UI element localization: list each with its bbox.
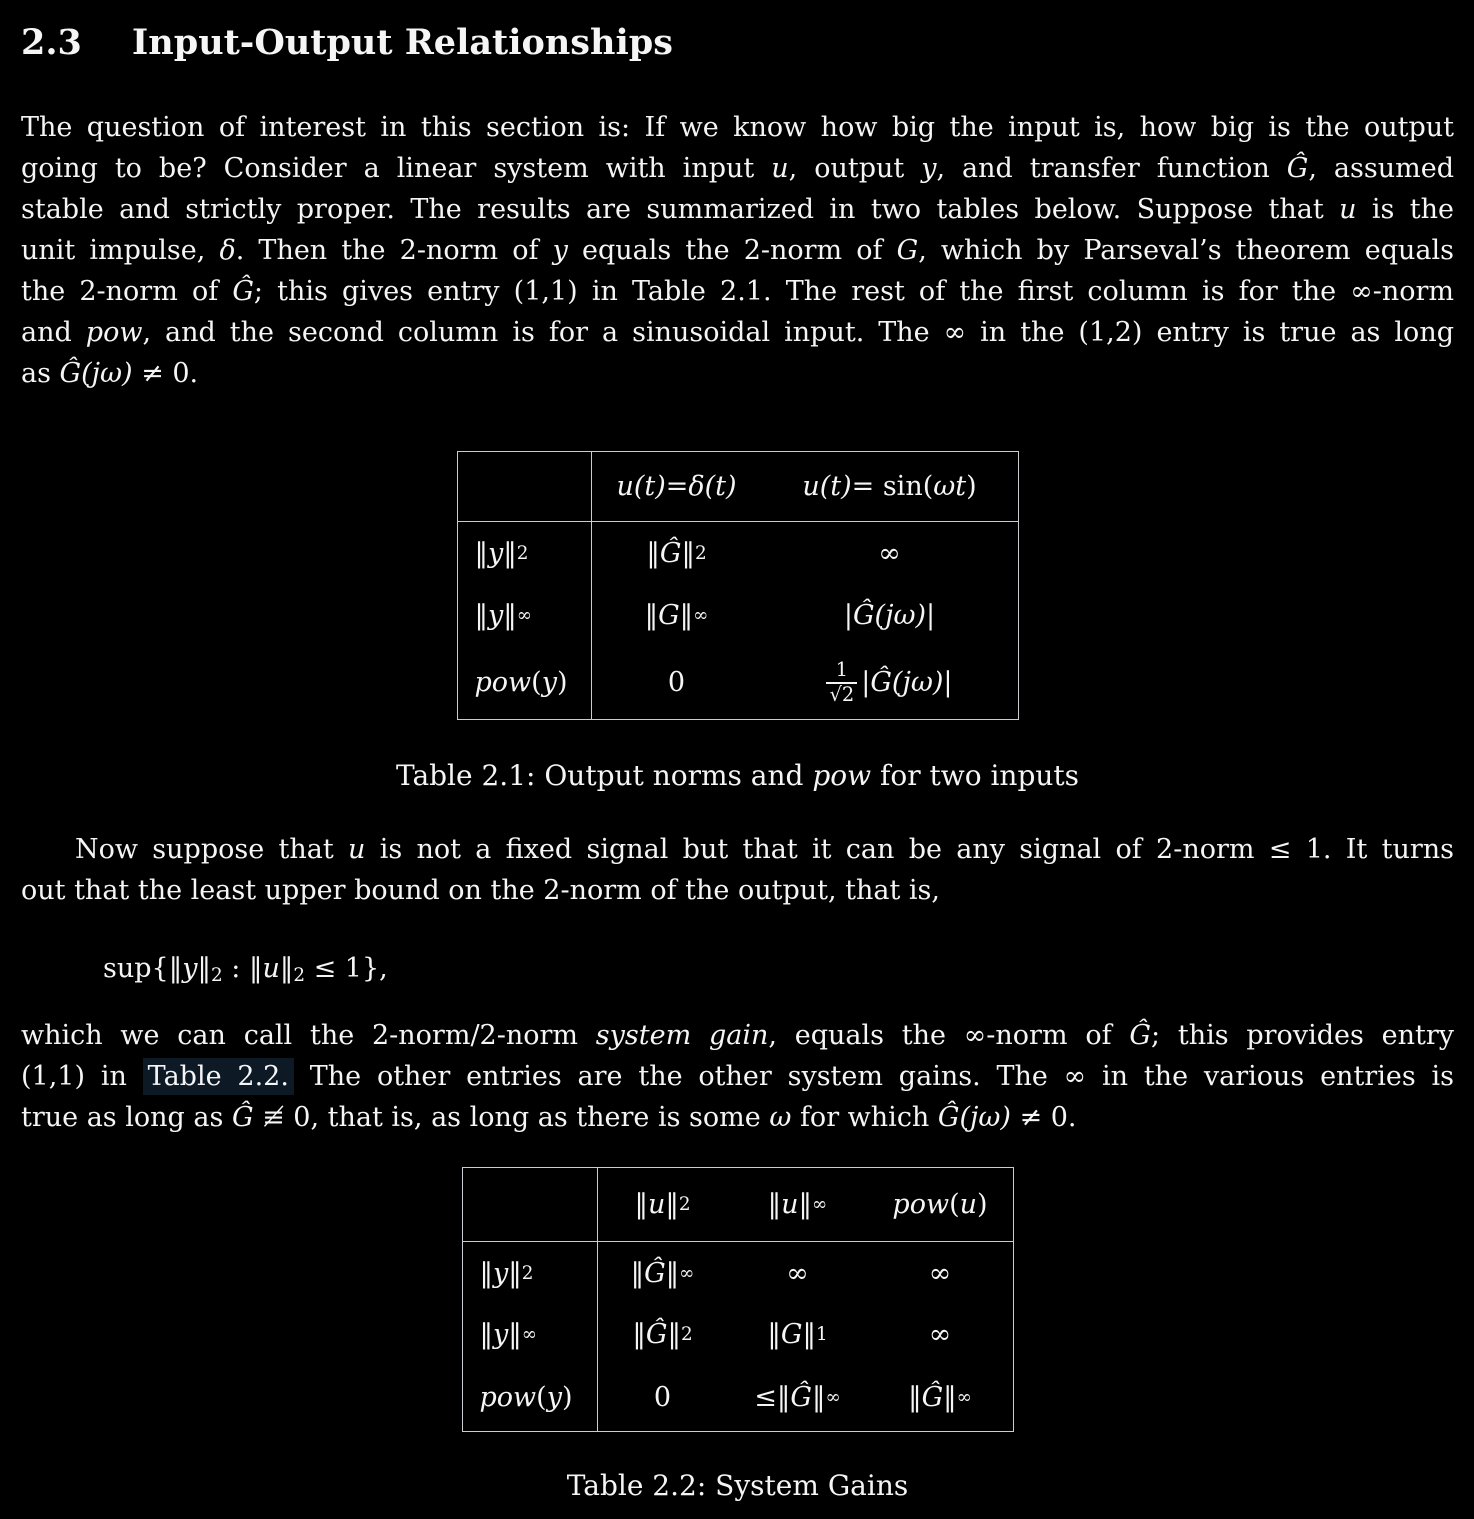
text-segment: The other entries are the other system gains. The ∞ in the various entries is	[293, 1061, 1454, 1092]
table-2-1-caption	[21, 755, 1454, 796]
text-segment: . Then the 2-norm of	[235, 235, 553, 266]
text-segment: ‖	[479, 1318, 493, 1350]
table-2-1-col-header	[592, 452, 762, 522]
text-segment: Ĝ	[790, 1382, 812, 1413]
text-segment: ‖	[776, 1382, 791, 1413]
text-segment: ∞	[521, 1323, 538, 1345]
text-segment: going to be? Consider a linear system with input	[21, 153, 772, 184]
text-segment: = sin(	[851, 471, 934, 502]
text-segment: y	[488, 599, 504, 631]
table-2-2-cell	[598, 1242, 728, 1304]
table-2-2-cell	[728, 1242, 868, 1304]
text-segment: u	[1339, 194, 1357, 225]
table-2-1-corner-cell	[458, 452, 592, 522]
text-segment: Ĝ(jω)	[870, 667, 944, 698]
text-segment: ; this provides entry	[1150, 1020, 1454, 1051]
table-2-1-cell	[592, 522, 762, 584]
text-segment: 0	[653, 1382, 672, 1413]
text-segment: |	[843, 599, 853, 631]
text-segment: The question of interest in this section is: If we know how big the input is, how big is the output	[21, 112, 1454, 143]
text-segment: pow	[892, 1189, 950, 1220]
table-2-2-crossref-link[interactable]: Table 2.2.	[143, 1058, 294, 1095]
text-segment: u(t)	[616, 471, 666, 502]
paragraph-line	[21, 271, 1454, 312]
text-segment: Ĝ	[645, 1318, 668, 1350]
text-segment: ‖	[168, 953, 183, 984]
text-segment: Ĝ(jω)	[852, 599, 927, 631]
text-segment: ‖	[767, 1318, 781, 1350]
text-segment: ∞	[693, 604, 709, 626]
text-segment: ‖	[665, 1189, 679, 1220]
text-segment: the 2-norm of	[21, 276, 233, 307]
text-segment: G	[658, 599, 680, 631]
text-segment: u	[262, 953, 280, 984]
text-segment: y	[493, 1257, 509, 1289]
text-segment: y	[488, 537, 504, 569]
text-segment: (	[949, 1189, 960, 1220]
text-segment: y	[921, 153, 937, 184]
text-segment: ∞	[516, 604, 533, 626]
text-segment: Ĝ	[659, 537, 682, 569]
text-segment: u	[647, 1189, 666, 1220]
text-segment: ‖	[644, 599, 659, 631]
text-segment: y	[493, 1318, 509, 1350]
text-segment: 2	[521, 1262, 534, 1284]
text-segment: y	[552, 235, 568, 266]
text-segment: δ	[219, 235, 236, 266]
paragraph-3	[21, 1015, 1454, 1138]
text-segment: Ĝ	[232, 276, 254, 307]
text-segment: |	[861, 667, 871, 698]
text-segment: ‖	[279, 953, 294, 984]
text-segment: for which	[791, 1102, 938, 1133]
text-segment: u	[781, 1189, 799, 1220]
text-segment: ‖	[508, 1257, 522, 1289]
text-segment: ≠ 0.	[1010, 1102, 1077, 1133]
text-segment: Table 2.2: System Gains	[566, 1469, 909, 1502]
table-2-2-cell	[728, 1304, 868, 1364]
text-segment: y	[182, 953, 198, 984]
text-segment: ‖	[479, 1257, 493, 1289]
text-segment: ‖	[681, 537, 695, 569]
table-2-2-cell	[868, 1364, 1013, 1431]
text-segment: ≢ 0, that is, as long as there is some	[253, 1102, 770, 1133]
text-segment: ‖	[798, 1189, 813, 1220]
text-segment: ∞	[928, 1318, 952, 1350]
text-segment: ≤ 1},	[305, 953, 388, 984]
text-segment: Ĝ(jω)	[59, 358, 133, 389]
table-2-2	[462, 1167, 1014, 1432]
text-segment: =	[665, 471, 689, 502]
text-segment: u(t)	[802, 471, 852, 502]
text-segment: for two inputs	[871, 759, 1080, 792]
text-segment: ‖	[908, 1382, 922, 1413]
text-segment: y	[546, 1382, 562, 1413]
text-segment: u	[348, 834, 366, 865]
text-segment: Ĝ	[1286, 153, 1309, 184]
text-segment: , which by Parseval’s theorem equals	[918, 235, 1454, 266]
text-segment: Ĝ(jω)	[937, 1102, 1011, 1133]
text-segment: is not a fixed signal but that it can be any signal of 2-norm ≤ 1. It turns	[365, 834, 1454, 865]
paragraph-line	[21, 189, 1454, 230]
text-segment: ω	[769, 1102, 792, 1133]
text-segment: 2	[293, 965, 306, 987]
text-segment: 2	[680, 1323, 693, 1345]
table-2-1-row-label	[458, 584, 592, 646]
text-segment: ‖	[248, 953, 263, 984]
text-segment: ‖	[679, 599, 694, 631]
table-2-1-cell	[762, 584, 1018, 646]
paragraph-line	[21, 829, 1454, 870]
text-segment: δ(t)	[688, 471, 737, 502]
section-heading	[21, 22, 1454, 63]
text-segment: u	[959, 1189, 978, 1220]
text-segment: sup{	[103, 953, 169, 984]
paragraph-line	[21, 353, 1454, 394]
text-segment: out that the least upper bound on the 2-norm of the output, that is,	[21, 875, 940, 906]
paragraph-line	[21, 148, 1454, 189]
text-segment: ωt	[933, 471, 967, 502]
text-segment: true as long as	[21, 1102, 232, 1133]
paragraph-line	[21, 312, 1454, 353]
table-2-2-corner-cell	[463, 1168, 598, 1242]
text-segment: pow	[85, 317, 143, 348]
table-2-1-cell	[762, 646, 1018, 719]
text-segment: ∞	[825, 1387, 841, 1408]
text-segment: ∞	[812, 1194, 828, 1215]
text-segment: (	[531, 667, 542, 698]
table-2-2-cell	[598, 1304, 728, 1364]
text-segment: ‖	[646, 537, 660, 569]
text-segment: , and the second column is for a sinusoidal input. The ∞ in the (1,2) entry is true as long	[142, 317, 1454, 348]
paragraph-1	[21, 107, 1454, 394]
text-segment: ∞	[878, 537, 901, 569]
text-segment: ∞	[928, 1257, 952, 1289]
table-2-2-cell	[728, 1364, 868, 1431]
text-segment: ≤	[754, 1382, 777, 1413]
text-segment: )	[966, 471, 977, 502]
text-segment: ‖	[197, 953, 211, 984]
table-2-2-cell	[598, 1364, 728, 1431]
table-2-1-col-header	[762, 452, 1018, 522]
text-segment: (	[536, 1382, 547, 1413]
text-segment: )	[561, 1382, 573, 1413]
text-segment: ‖	[508, 1318, 522, 1350]
text-segment: Now suppose that	[75, 834, 348, 865]
text-segment: ‖	[503, 599, 517, 631]
text-segment: ‖	[667, 1318, 681, 1350]
text-segment: Table 2.1: Output norms and	[395, 759, 813, 792]
table-2-2-row-label	[463, 1304, 598, 1364]
text-segment: 2	[516, 542, 529, 564]
text-segment: ‖	[474, 537, 488, 569]
paragraph-line	[21, 230, 1454, 271]
text-segment: ‖	[632, 1318, 646, 1350]
text-segment: G	[896, 235, 919, 266]
text-segment: Ĝ	[921, 1382, 944, 1413]
text-segment: , and transfer function	[936, 153, 1287, 184]
text-segment: y	[541, 667, 557, 698]
text-segment: ‖	[474, 599, 488, 631]
table-2-1-cell	[592, 584, 762, 646]
text-segment: , equals the ∞-norm of	[768, 1020, 1130, 1051]
text-segment: G	[780, 1318, 803, 1350]
text-segment: ‖	[943, 1382, 957, 1413]
text-segment: ‖	[503, 537, 517, 569]
text-segment: ‖	[802, 1318, 816, 1350]
text-segment: ∞	[956, 1387, 972, 1408]
text-segment: ≠ 0.	[132, 358, 199, 389]
text-segment: )	[977, 1189, 988, 1220]
paragraph-line	[21, 107, 1454, 148]
text-segment: ‖	[767, 1189, 782, 1220]
text-segment: is the	[1356, 194, 1455, 225]
text-segment: 2	[678, 1194, 691, 1215]
table-2-2-caption	[21, 1465, 1454, 1506]
section-title: Input-Output Relationships	[131, 22, 673, 63]
text-segment: ‖	[811, 1382, 826, 1413]
text-segment: stable and strictly proper. The results are summarized in two tables below. Suppose that	[21, 194, 1340, 225]
text-segment: system gain	[595, 1020, 769, 1051]
paragraph-line	[21, 1015, 1454, 1056]
text-segment: $\frac{1}{√2}$	[826, 659, 857, 706]
text-segment: pow	[474, 667, 532, 698]
table-2-2-cell	[868, 1304, 1013, 1364]
text-segment: ‖	[634, 1189, 648, 1220]
text-segment: ; this gives entry (1,1) in Table 2.1. The rest of the first column is for the ∞-norm	[253, 276, 1455, 307]
text-segment: (1,1) in	[21, 1061, 143, 1092]
text-segment: unit impulse,	[21, 235, 220, 266]
table-2-1	[457, 451, 1019, 720]
table-2-2-cell	[868, 1242, 1013, 1304]
table-2-2-col-header	[598, 1168, 728, 1242]
text-segment: 1	[815, 1323, 828, 1345]
text-segment: ∞	[786, 1257, 809, 1289]
paragraph-line	[21, 1056, 1454, 1097]
text-segment: which we can call the 2-norm/2-norm	[21, 1020, 596, 1051]
text-segment: |	[926, 599, 936, 631]
text-segment: ‖	[630, 1257, 645, 1289]
text-segment: :	[222, 953, 249, 984]
equation-sup-norm	[103, 948, 1454, 989]
paragraph-line	[21, 1097, 1454, 1138]
table-2-2-row-label	[463, 1242, 598, 1304]
text-segment: pow	[479, 1382, 537, 1413]
paragraph-line	[21, 870, 1454, 911]
text-segment: ‖	[665, 1257, 680, 1289]
text-segment: ∞	[679, 1262, 695, 1284]
text-segment: Ĝ	[231, 1102, 254, 1133]
table-2-2-row-label	[463, 1364, 598, 1431]
text-segment: 2	[210, 965, 223, 987]
text-segment: u	[771, 153, 789, 184]
table-2-2-col-header	[868, 1168, 1013, 1242]
text-segment: equals the 2-norm of	[567, 235, 897, 266]
text-segment: )	[556, 667, 568, 698]
text-segment: and	[21, 317, 86, 348]
text-segment: 2	[694, 542, 707, 564]
text-segment: Ĝ	[1129, 1020, 1151, 1051]
table-2-1-cell	[762, 522, 1018, 584]
table-2-1-row-label	[458, 522, 592, 584]
text-segment: as	[21, 358, 60, 389]
table-2-1-cell	[592, 646, 762, 719]
text-segment: , assumed	[1308, 153, 1454, 184]
text-segment: Ĝ	[644, 1257, 666, 1289]
table-2-1-row-label	[458, 646, 592, 719]
text-segment: pow	[812, 759, 872, 792]
text-segment: , output	[788, 153, 922, 184]
text-segment: 0	[667, 667, 686, 698]
text-segment: |	[943, 667, 953, 698]
table-2-2-col-header	[728, 1168, 868, 1242]
section-number: 2.3	[21, 22, 82, 63]
paragraph-2	[21, 829, 1454, 911]
